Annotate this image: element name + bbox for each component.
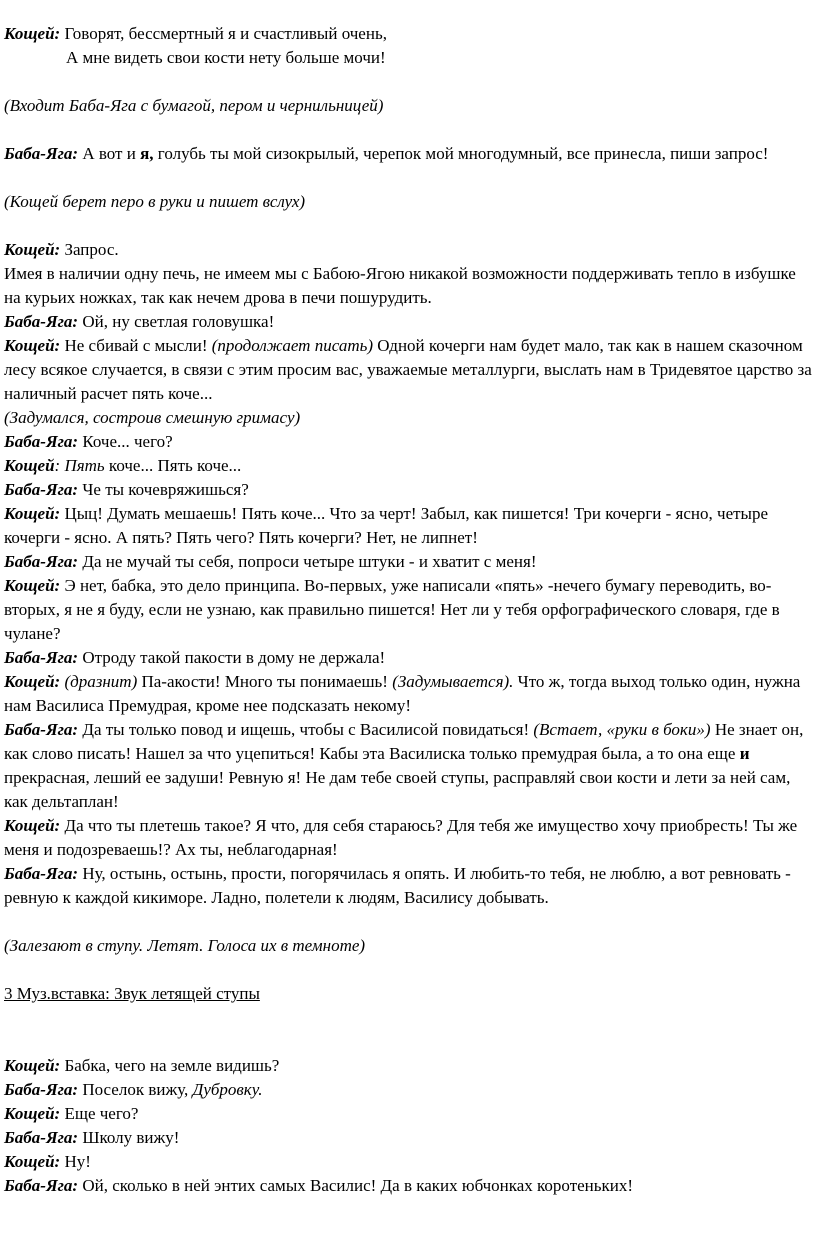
character-name: Кощей: [4,816,65,835]
dialogue-koschei-4 [4,454,812,478]
dialogue-baba-yaga-2 [4,310,812,334]
dialogue-koschei-10 [4,1102,812,1126]
emphasis: Пять [64,456,109,475]
dialogue-text: Ну, остынь, остынь, прости, погорячилась я опять. И любить-то тебя, не люблю, а вот ревновать - ревную к каждой кикиморе. Ладно, полетели к людям, Василису добывать. [4,864,791,907]
music-cue: 3 Муз.вставка: Звук летящей ступы [4,984,260,1003]
character-name: Баба-Яга: [4,432,83,451]
emphasis: я, [140,144,154,163]
stage-direction-1 [4,94,812,118]
dialogue-text: Ну! [64,1152,91,1171]
character-name: Баба-Яга: [4,480,83,499]
character-name: Баба-Яга: [4,648,83,667]
stage-direction: (Залезают в ступу. Летят. Голоса их в темноте) [4,936,366,955]
dialogue-baba-yaga-6 [4,646,812,670]
dialogue-baba-yaga-11 [4,1174,812,1198]
dialogue-text: Ой, ну светлая головушка! [82,312,275,331]
dialogue-baba-yaga-7 [4,718,812,814]
character-name: Кощей: [4,240,65,259]
dialogue-baba-yaga-10 [4,1126,812,1150]
stage-direction-2 [4,190,812,214]
dialogue-text: Ой, сколько в ней энтих самых Василис! Да в каких юбчонках коротеньких! [82,1176,634,1195]
dialogue-koschei-11 [4,1150,812,1174]
stage-direction: (Задумался, состроив смешную гримасу) [4,408,301,427]
stage-direction: (Входит Баба-Яга с бумагой, пером и чернильницей) [4,96,384,115]
dialogue-text: Цыц! Думать мешаешь! Пять коче... Что за черт! Забыл, как пишется! Три кочерги - ясно, четыре кочерги - ясно. А пять? Пять чего? Пять кочерги? Нет, не липнет! [4,504,769,547]
stage-direction: (Кощей берет перо в руки и пишет вслух) [4,192,306,211]
character-name: Баба-Яга: [4,1080,83,1099]
dialogue-koschei-2 [4,238,812,310]
character-name: Баба-Яга: [4,552,83,571]
dialogue-text: Да ты только повод и ищешь, чтобы с Василисой повидаться! [82,720,534,739]
character-name: Кощей: [4,1104,65,1123]
dialogue-text: Что ж, тогда выход только один, нужна нам Василиса Премудрая, кроме нее подсказать некому! [4,672,801,715]
stage-direction: (продолжает писать) [211,336,373,355]
dialogue-baba-yaga-3 [4,430,812,454]
stage-direction: (Задумывается). [392,672,514,691]
character-name: Баба-Яга: [4,1128,83,1147]
character-name: Кощей: [4,672,65,691]
dialogue-text: Еще чего? [64,1104,139,1123]
dialogue-text: Бабка, чего на земле видишь? [64,1056,280,1075]
dialogue-baba-yaga-1 [4,142,812,166]
dialogue-koschei-6 [4,574,812,646]
stage-direction-3 [4,934,812,958]
dialogue-text: Не знает он, как слово писать! Нашел за что уцепиться! Кабы эта Василиска только премудрая была, а то она еще [4,720,804,763]
character-name: Кощей: [4,1056,65,1075]
dialogue-text: Школу вижу! [82,1128,180,1147]
dialogue-koschei-7 [4,670,812,718]
character-name: Баба-Яга: [4,144,83,163]
character-name: Баба-Яга: [4,864,83,883]
dialogue-koschei-8 [4,814,812,862]
character-name: Кощей: [4,24,65,43]
dialogue-text: Па-акости! Много ты понимаешь! [137,672,393,691]
emphasis: и [739,744,750,763]
dialogue-text: Коче... чего? [82,432,173,451]
dialogue-text: голубь ты мой сизокрылый, черепок мой многодумный, все принесла, пиши запрос! [153,144,769,163]
dialogue-baba-yaga-5 [4,550,812,574]
dialogue-baba-yaga-9 [4,1078,812,1102]
dialogue-text: Поселок вижу, [82,1080,193,1099]
music-cue-heading [4,982,812,1006]
character-name: Баба-Яга: [4,312,83,331]
stage-direction: (дразнит) [64,672,138,691]
emphasis: Дубровку. [192,1080,263,1099]
dialogue-text: Не сбивай с мысли! [64,336,212,355]
character-name: Баба-Яга: [4,1176,83,1195]
dialogue-text: Запрос. [64,240,119,259]
dialogue-text: коче... Пять коче... [108,456,242,475]
character-name: Баба-Яга: [4,720,83,739]
stage-direction: (Встает, «руки в боки») [533,720,711,739]
character-name: Кощей: [4,336,65,355]
character-name: Кощей: [4,1152,65,1171]
dialogue-text: А мне видеть свои кости нету больше мочи! [66,48,386,67]
dialogue-text: прекрасная, леший ее задуши! Ревную я! Не дам тебе своей ступы, расправляй свои кости и лети за ней сам, как дельтаплан! [4,768,791,811]
character-name: : [54,456,65,475]
character-name: Кощей: [4,576,65,595]
dialogue-koschei-9 [4,1054,812,1078]
dialogue-text: Говорят, бессмертный я и счастливый очень, [64,24,387,43]
dialogue-koschei-3 [4,334,812,430]
dialogue-text: Да не мучай ты себя, попроси четыре штуки - и хватит с меня! [82,552,537,571]
dialogue-text: А вот и [82,144,141,163]
character-name: Кощей [4,456,55,475]
dialogue-text: Одной кочерги нам будет мало, так как в нашем сказочном лесу всякое случается, в связи с этим просим вас, уважаемые металлурги, выслать нам в Тридевятое царство за наличный расчет пять коче... [4,336,812,403]
dialogue-baba-yaga-4 [4,478,812,502]
dialogue-baba-yaga-8 [4,862,812,910]
dialogue-text: Отроду такой пакости в дому не держала! [82,648,386,667]
dialogue-text: Э нет, бабка, это дело принципа. Во-первых, уже написали «пять» -нечего бумагу переводить, во-вторых, я не я буду, если не узнаю, как правильно пишется! Нет ли у тебя орфографического словаря, где в чулане? [4,576,780,643]
dialogue-text: Че ты кочевряжишься? [82,480,249,499]
dialogue-text: Имея в наличии одну печь, не имеем мы с Бабою-Ягою никакой возможности поддерживать тепло в избушке на курьих ножках, так как нечем дрова в печи пошурудить. [4,264,796,307]
dialogue-text: Да что ты плетешь такое? Я что, для себя стараюсь? Для тебя же имущество хочу приобресть! Ты же меня и подозреваешь!? Ах ты, неблагодарная! [4,816,798,859]
dialogue-koschei-5 [4,502,812,550]
character-name: Кощей: [4,504,65,523]
dialogue-koschei-1 [4,22,812,70]
